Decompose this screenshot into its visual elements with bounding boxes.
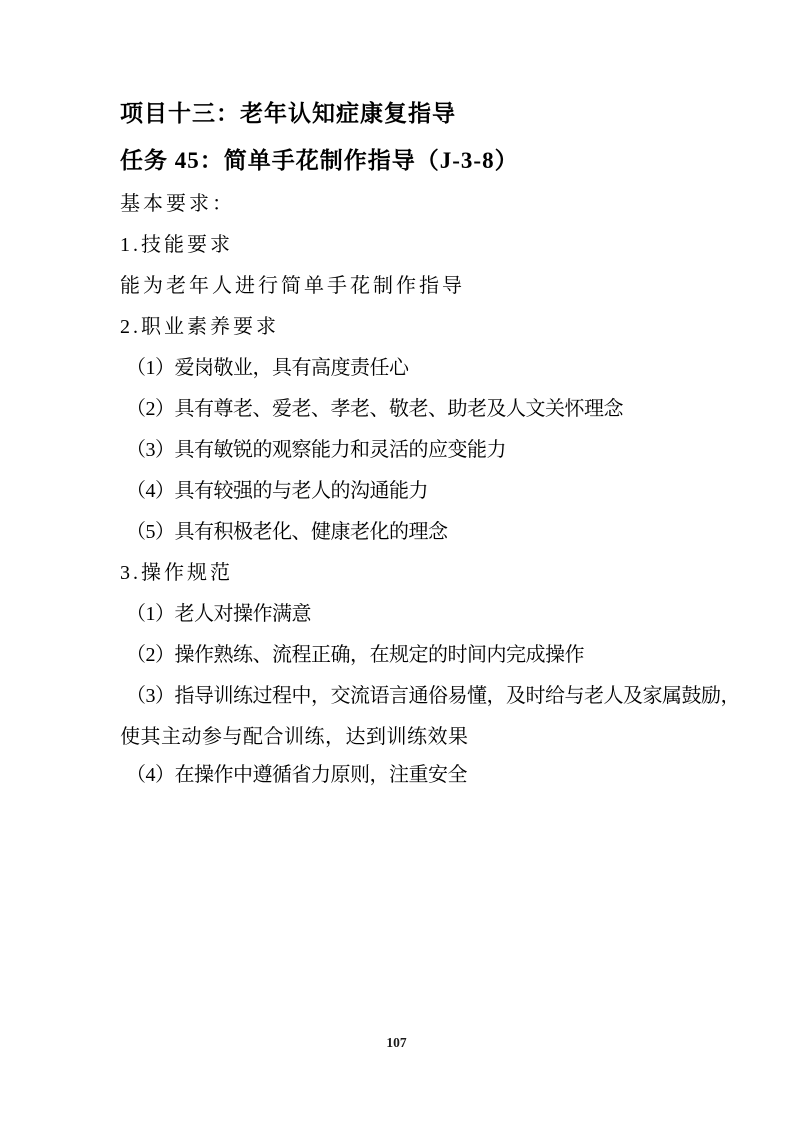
document-line: （5）具有积极老化、健康老化的理念: [126, 521, 448, 543]
document-line: （1）爱岗敬业，具有高度责任心: [126, 357, 409, 379]
document-line: 基本要求：: [120, 193, 235, 215]
document-line: （2）操作熟练、流程正确，在规定的时间内完成操作: [126, 644, 584, 666]
document-line: （1）老人对操作满意: [126, 603, 311, 625]
document-content: [120, 90, 740, 792]
document-line: 使其主动参与配合训练，达到训练效果: [120, 726, 469, 748]
document-line: （4）具有较强的与老人的沟通能力: [126, 480, 428, 502]
document-line: 1.技能要求: [120, 234, 233, 256]
document-line: （3）指导训练过程中，交流语言通俗易懂，及时给与老人及家属鼓励，: [126, 685, 740, 707]
document-line: 3.操作规范: [120, 562, 233, 584]
document-line: 2.职业素养要求: [120, 316, 279, 338]
document-line: （2）具有尊老、爱老、孝老、敬老、助老及人文关怀理念: [126, 398, 623, 420]
document-line: 能为老年人进行简单手花制作指导: [120, 275, 465, 297]
document-heading: 任务 45：简单手花制作指导（J-3-8）: [120, 148, 519, 173]
document-line: （3）具有敏锐的观察能力和灵活的应变能力: [126, 439, 506, 461]
document-line: （4）在操作中遵循省力原则，注重安全: [126, 764, 467, 786]
document-heading: 项目十三：老年认知症康复指导: [120, 101, 456, 126]
page-number: 107: [386, 1035, 407, 1050]
